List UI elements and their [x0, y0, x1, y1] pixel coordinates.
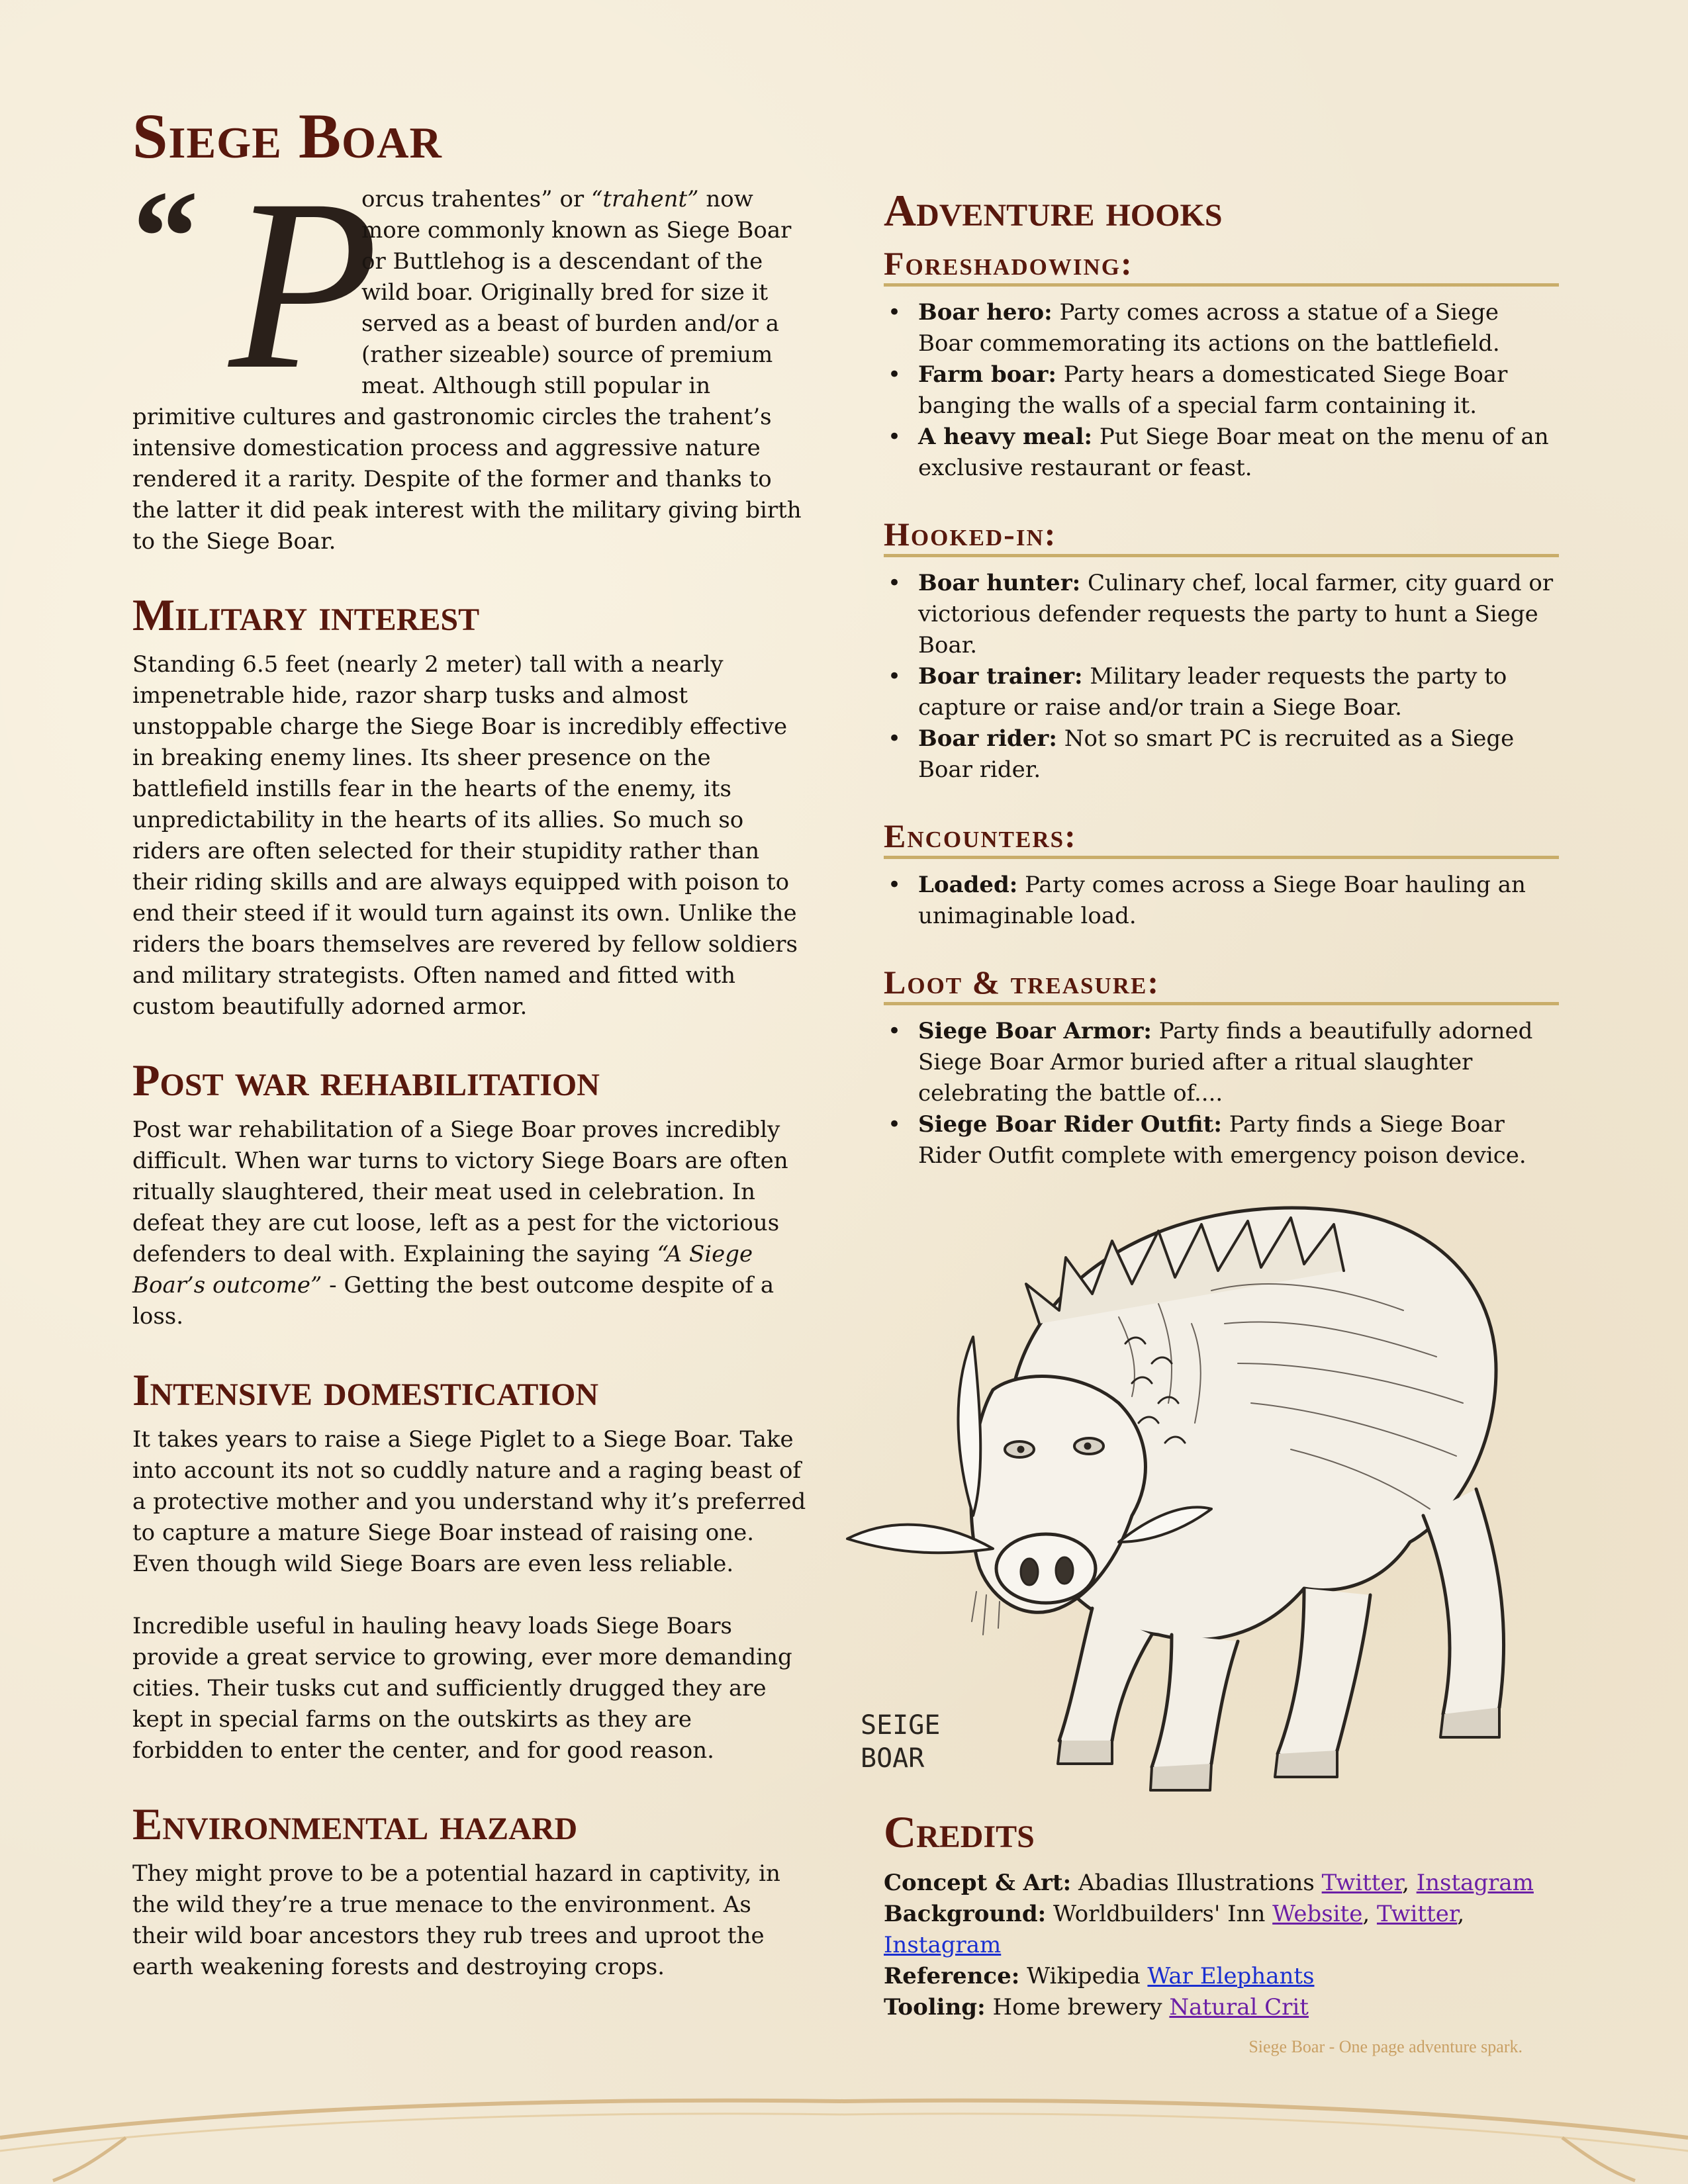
rehab-saying: “A Siege Boar’s outcome” — [132, 1241, 753, 1298]
drop-cap: P — [229, 149, 379, 420]
military-heading: Military interest — [132, 590, 480, 640]
foreshadowing-list — [884, 297, 1559, 484]
artist-signature — [861, 1710, 940, 1774]
hazard-heading: Environmental hazard — [132, 1799, 578, 1849]
credit-row-tooling: Tooling: Home brewery Natural Crit — [884, 1994, 1309, 2021]
twitter-link[interactable]: Twitter — [1376, 1901, 1458, 1927]
intro-text-italic: “trahent” — [590, 186, 699, 212]
hazard-text: They might prove to be a potential hazard in captivity, in the wild they’re a true menace to the environment. As their wild boar ancestors they rub trees and uproot the earth weakening forests and destroying crops. — [132, 1860, 780, 1980]
loot-list — [884, 1016, 1559, 1171]
intro-text-first: orcus trahentes” or — [361, 186, 591, 212]
list-item: • A heavy meal: Put Siege Boar meat on the menu of an exclusive restaurant or feast. — [884, 422, 1559, 484]
intro-paragraph — [132, 149, 808, 557]
list-item: • Boar hero: Party comes across a statue of a Siege Boar commemorating its actions on the battlefield. — [884, 297, 1559, 359]
credit-row-background: Background: Worldbuilders' Inn Website, Twitter, Instagram — [884, 1901, 1465, 1958]
rehab-heading: Post war rehabilitation — [132, 1055, 600, 1105]
hooked-in-heading: Hooked-in: — [884, 516, 1559, 557]
right-column — [884, 184, 1559, 1203]
instagram-link[interactable]: Instagram — [1416, 1870, 1534, 1896]
encounters-heading: Encounters: — [884, 817, 1559, 859]
domestication-heading: Intensive domestication — [132, 1365, 599, 1415]
list-item: • Siege Boar Rider Outfit: Party finds a Siege Boar Rider Outfit complete with emergency poison device. — [884, 1109, 1559, 1171]
list-item: • Loaded: Party comes across a Siege Boar hauling an unimaginable load. — [884, 870, 1559, 932]
list-item: • Boar trainer: Military leader requests the party to capture or raise and/or train a Siege Boar. — [884, 661, 1559, 723]
credits-heading: Credits — [884, 1807, 1035, 1857]
war-elephants-link[interactable]: War Elephants — [1147, 1963, 1315, 1989]
credits-section — [884, 1805, 1559, 2023]
encounters-list — [884, 870, 1559, 932]
website-link[interactable]: Website — [1272, 1901, 1363, 1927]
twitter-link[interactable]: Twitter — [1321, 1870, 1403, 1896]
rehab-text: Post war rehabilitation of a Siege Boar proves incredibly difficult. When war turns to victory Siege Boars are often ritually slaughtered, their meat used in celebration. In defeat they are cut loose, left as a pest for the victorious defenders to deal with. Explaining the saying “A Siege Boar’s outcome” - Getting the best outcome despite of a loss. — [132, 1116, 788, 1330]
quote-mark: “ — [132, 164, 199, 310]
list-item: • Siege Boar Armor: Party finds a beautifully adorned Siege Boar Armor buried after a ritual slaughter celebrating the battle of.... — [884, 1016, 1559, 1109]
loot-heading: Loot & treasure: — [884, 964, 1559, 1005]
instagram-link[interactable]: Instagram — [884, 1932, 1002, 1958]
military-text: Standing 6.5 feet (nearly 2 meter) tall with a nearly impenetrable hide, razor sharp tusks and almost unstoppable charge the Siege Boar is incredibly effective in breaking enemy lines. Its sheer presence on the battlefield instills fear in the hearts of the enemy, its unpredictability in the hearts of its allies. So much so riders are often selected for their stupidity rather than their riding skills and are always equipped with poison to end their steed if it would turn against its own. Unlike the riders the boars themselves are revered by fellow soldiers and military strategists. Often named and fitted with custom beautifully adorned armor. — [132, 651, 798, 1020]
svg-text:SEIGE: SEIGE — [861, 1710, 941, 1741]
svg-text:BOAR: BOAR — [861, 1743, 925, 1774]
hooked-in-list — [884, 568, 1559, 786]
credit-row-concept: Concept & Art: Abadias Illustrations Twitter, Instagram — [884, 1870, 1534, 1896]
siege-boar-illustration — [841, 1171, 1542, 1807]
hooks-heading: Adventure hooks — [884, 185, 1223, 236]
foreshadowing-heading: Foreshadowing: — [884, 245, 1559, 287]
natural-crit-link[interactable]: Natural Crit — [1169, 1994, 1309, 2021]
footer-ornament — [0, 2065, 1688, 2184]
list-item: • Farm boar: Party hears a domesticated Siege Boar banging the walls of a special farm containing it. — [884, 359, 1559, 422]
domestication-text-2: Incredible useful in hauling heavy loads Siege Boars provide a great service to growing, ever more demanding cities. Their tusks cut and sufficiently drugged they are kept in special farms on the outskirts as they are forbidden to enter the center, and for good reason. — [132, 1613, 792, 1764]
intro-text-rest: now more commonly known as Siege Boar or Buttlehog is a descendant of the wild boar. Originally bred for size it served as a beast of burden and/or a (rather sizeable) source of premium meat. Although still popular in primitive cultures and gastronomic circles the trahent’s intensive domestication process and aggressive nature rendered it a rarity. Despite of the former and thanks to the latter it did peak interest with the military giving birth to the Siege Boar. — [132, 186, 802, 555]
left-column — [132, 149, 808, 2014]
domestication-text-1: It takes years to raise a Siege Piglet to a Siege Boar. Take into account its not so cuddly nature and a raging beast of a protective mother and you understand why it’s preferred to capture a mature Siege Boar instead of raising one. Even though wild Siege Boars are even less reliable. — [132, 1426, 806, 1577]
page-title: Siege Boar — [132, 101, 442, 171]
footer-text: Siege Boar - One page adventure spark. — [1248, 2037, 1523, 2056]
list-item: • Boar rider: Not so smart PC is recruited as a Siege Boar rider. — [884, 723, 1559, 786]
credit-row-reference: Reference: Wikipedia War Elephants — [884, 1963, 1315, 1989]
list-item: • Boar hunter: Culinary chef, local farmer, city guard or victorious defender requests the party to hunt a Siege Boar. — [884, 568, 1559, 661]
